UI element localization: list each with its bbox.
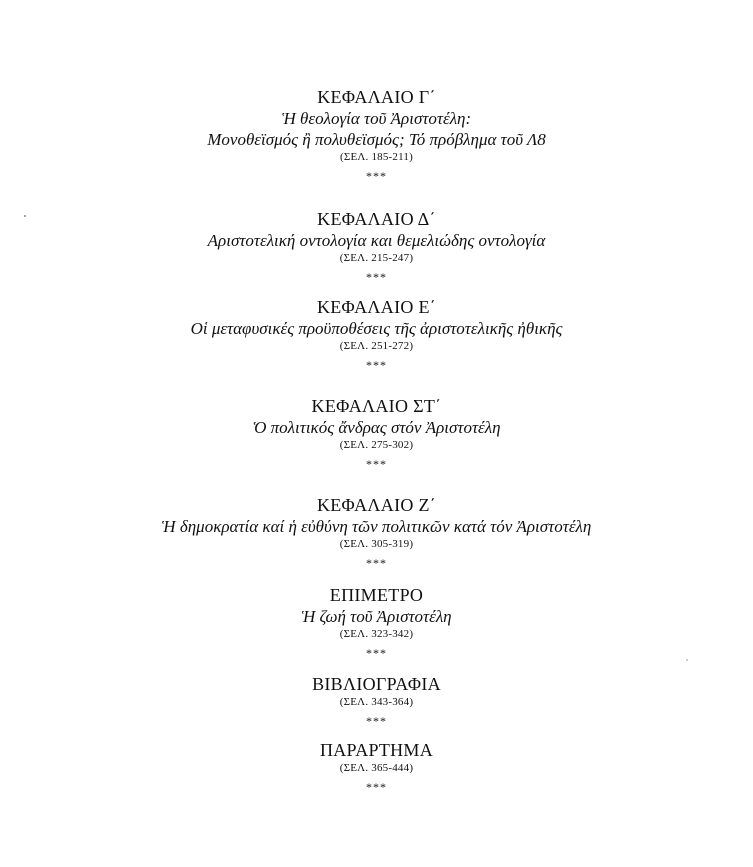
section-bibliography [0,673,753,728]
section-separator: *** [366,556,387,570]
section-separator: *** [366,169,387,183]
section-separator: *** [366,646,387,660]
section-separator: *** [366,457,387,471]
section-subtitle: Ἡ ζωή τοῦ Ἀριστοτέλη [301,607,452,626]
section-heading: ΚΕΦΑΛΑΙΟ ΣΤ΄ [311,396,442,416]
page-range: (ΣΕΛ. 343-364) [339,696,414,708]
section-subtitle: Μονοθεϊσμός ἢ πολυθεϊσμός; Τό πρόβλημα τοῦ Λ8 [207,130,546,149]
section-epilogue [0,584,753,660]
section-heading: ΚΕΦΑΛΑΙΟ Ζ΄ [316,495,437,515]
page-range: (ΣΕΛ. 275-302) [339,439,414,451]
section-subtitle: Αριστοτελική οντολογία και θεμελιώδης οντολογία [207,231,546,250]
section-chapter-st [0,395,753,471]
section-heading: ΚΕΦΑΛΑΙΟ Γ΄ [317,87,436,107]
section-chapter-g [0,86,753,183]
section-subtitle: Ἡ δημοκρατία καί ἡ εὐθύνη τῶν πολιτικῶν κατά τόν Ἀριστοτέλη [161,517,592,536]
page-range: (ΣΕΛ. 251-272) [339,340,414,352]
section-chapter-z [0,494,753,570]
section-heading: ΒΙΒΛΙΟΓΡΑΦΙΑ [312,674,441,694]
section-heading: ΠΑΡΑΡΤΗΜΑ [319,740,434,760]
scan-speck [24,215,26,217]
section-separator: *** [366,270,387,284]
page-range: (ΣΕΛ. 365-444) [339,762,414,774]
section-heading: ΕΠΙΜΕΤΡΟ [329,585,424,605]
page-range: (ΣΕΛ. 305-319) [339,538,414,550]
section-separator: *** [366,714,387,728]
section-chapter-d [0,208,753,284]
section-subtitle: Ἡ θεολογία τοῦ Ἀριστοτέλη: [281,109,472,128]
scan-speck [686,659,688,661]
page-range: (ΣΕΛ. 215-247) [339,252,414,264]
section-separator: *** [366,780,387,794]
section-appendix [0,739,753,794]
page-range: (ΣΕΛ. 323-342) [339,628,414,640]
page-range: (ΣΕΛ. 185-211) [340,151,413,163]
section-chapter-e [0,296,753,372]
section-subtitle: Οἱ μεταφυσικές προϋποθέσεις τῆς ἀριστοτελικῆς ἠθικῆς [190,319,563,338]
section-separator: *** [366,358,387,372]
section-heading: ΚΕΦΑΛΑΙΟ Ε΄ [316,297,437,317]
section-subtitle: Ὁ πολιτικός ἄνδρας στόν Ἀριστοτέλη [252,418,501,437]
section-heading: ΚΕΦΑΛΑΙΟ Δ΄ [317,209,436,229]
